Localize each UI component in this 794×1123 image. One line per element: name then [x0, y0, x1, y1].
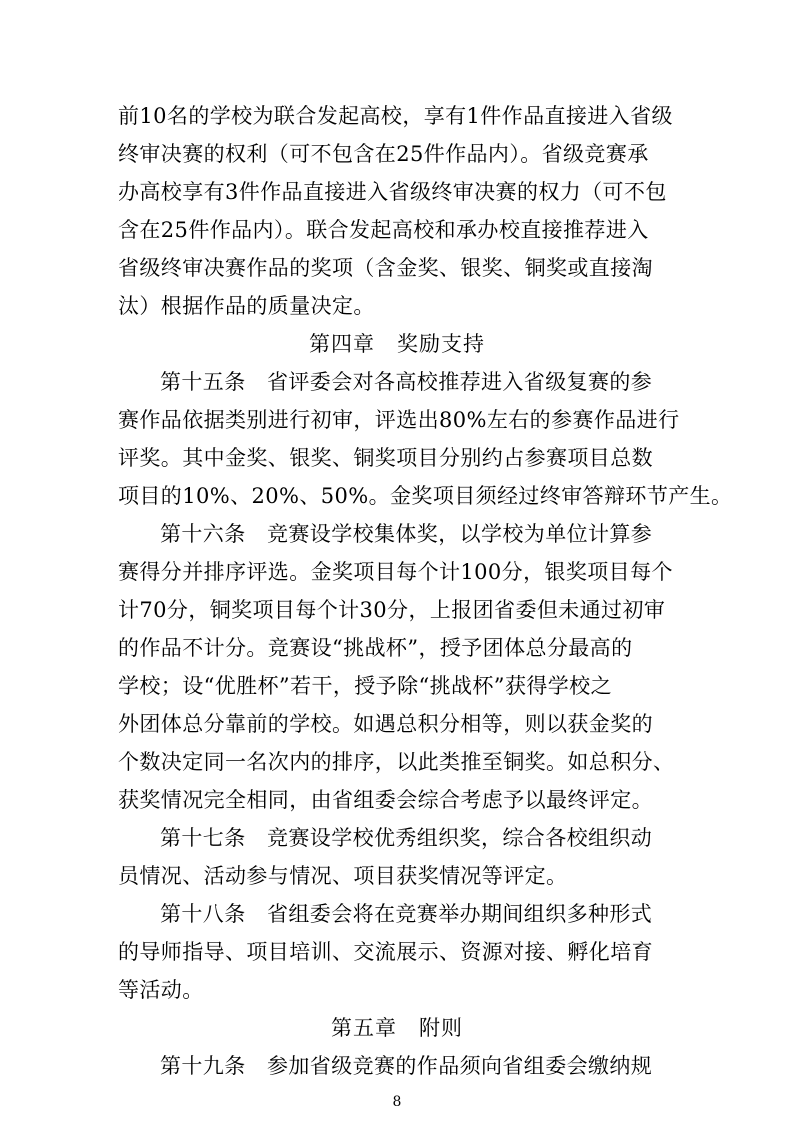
text-line: 终审决赛的权利（可不包含在25件作品内）。省级竞赛承 [118, 142, 649, 166]
article-first-line: 第十五条 省评委会对各高校推荐进入省级复赛的参 [160, 370, 653, 394]
text-line: 的导师指导、项目培训、交流展示、资源对接、孵化培育 [118, 940, 653, 964]
text-line: 赛得分并排序评选。金奖项目每个计100分，银奖项目每个 [118, 560, 673, 584]
text-line: 含在25件作品内）。联合发起高校和承办校直接推荐进入 [118, 218, 649, 242]
chapter-heading: 第四章 奖励支持 [309, 332, 485, 356]
text-line: 评奖。其中金奖、银奖、铜奖项目分别约占参赛项目总数 [118, 446, 653, 470]
text-line: 前10名的学校为联合发起高校，享有1件作品直接进入省级 [118, 104, 673, 128]
text-line: 获奖情况完全相同，由省组委会综合考虑予以最终评定。 [118, 788, 653, 812]
text-line: 省级终审决赛作品的奖项（含金奖、银奖、铜奖或直接淘 [118, 256, 653, 280]
text-line: 项目的10%、20%、50%。金奖项目须经过终审答辩环节产生。 [118, 484, 733, 508]
text-line: 学校；设“优胜杯”若干，授予除“挑战杯”获得学校之 [118, 674, 612, 698]
text-line: 的作品不计分。竞赛设“挑战杯”，授予团体总分最高的 [118, 636, 633, 660]
article-first-line: 第十九条 参加省级竞赛的作品须向省组委会缴纳规 [160, 1054, 653, 1078]
page-number: 8 [392, 1094, 402, 1110]
text-line: 计70分，铜奖项目每个计30分，上报团省委但未通过初审 [118, 598, 666, 622]
article-first-line: 第十八条 省组委会将在竞赛举办期间组织多种形式 [160, 902, 653, 926]
article-first-line: 第十七条 竞赛设学校优秀组织奖，综合各校组织动 [160, 826, 653, 850]
text-line: 个数决定同一名次内的排序，以此类推至铜奖。如总积分、 [118, 750, 675, 774]
text-line: 外团体总分靠前的学校。如遇总积分相等，则以获金奖的 [118, 712, 653, 736]
text-line: 员情况、活动参与情况、项目获奖情况等评定。 [118, 864, 568, 888]
article-first-line: 第十六条 竞赛设学校集体奖，以学校为单位计算参 [160, 522, 653, 546]
text-line: 办高校享有3件作品直接进入省级终审决赛的权力（可不包 [118, 180, 667, 204]
text-line: 赛作品依据类别进行初审，评选出80%左右的参赛作品进行 [118, 408, 680, 432]
text-line: 等活动。 [118, 978, 204, 1002]
text-line: 汰）根据作品的质量决定。 [118, 294, 375, 318]
chapter-heading: 第五章 附则 [331, 1016, 463, 1040]
